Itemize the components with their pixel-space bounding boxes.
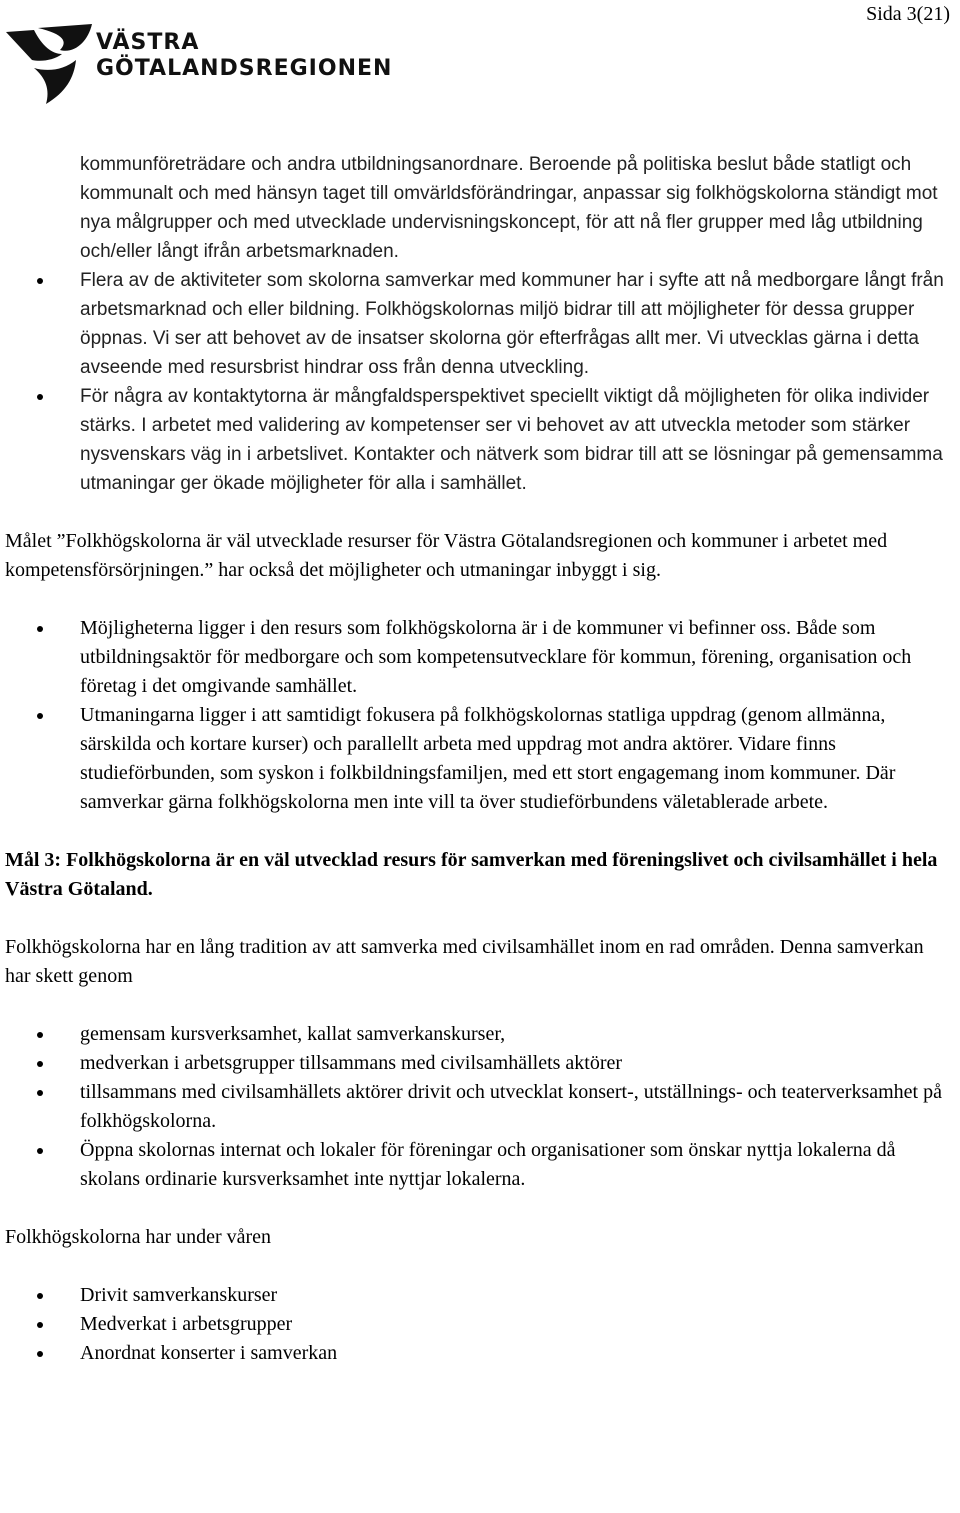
list-item bbox=[0, 1281, 950, 1310]
section-heading-goal-3: Mål 3: Folkhögskolorna är en väl utvecklad resurs för samverkan med föreningslivet och civilsamhället i hela Västra Götaland. bbox=[5, 849, 938, 900]
goal-paragraph: Målet ”Folkhögskolorna är väl utvecklade resurser för Västra Götalandsregionen och kommuner i arbetet med kompetensförsörjningen.” har också det möjligheter och utmaningar inbyggt i sig. bbox=[5, 530, 888, 581]
spring-paragraph: Folkhögskolorna har under våren bbox=[5, 1226, 272, 1248]
list-item bbox=[0, 1136, 950, 1194]
list-item bbox=[0, 1310, 950, 1339]
list-item-text: För några av kontaktytorna är mångfaldsperspektivet speciellt viktigt då möjligheten för olika individer stärks. I arbetet med validering av kompetenser ser vi behovet av att utveckla metoder som stärker nysvenskars väg in i arbetslivet. Kontakter och nätverk som bidrar till att se lösningar på gemensamma utmaningar ger ökade möjligheter för alla i samhället. bbox=[80, 386, 943, 494]
page-number: Sida 3(21) bbox=[866, 3, 950, 25]
list-item bbox=[0, 1078, 950, 1136]
bullet-list-4 bbox=[0, 1281, 960, 1368]
list-item bbox=[0, 382, 950, 498]
list-item bbox=[0, 266, 950, 382]
bullet-icon bbox=[37, 626, 43, 632]
continued-paragraph: kommunföreträdare och andra utbildningsanordnare. Beroende på politiska beslut både statligt och kommunalt och med hänsyn taget till omvärldsförändringar, anpassar sig folkhögskolorna ständigt mot nya målgrupper och med utvecklade undervisningskoncept, för att nå fler grupper med låg utbildning och/eller långt ifrån arbetsmarknaden. bbox=[80, 154, 938, 262]
list-item bbox=[0, 614, 950, 701]
bullet-list-3 bbox=[0, 1020, 960, 1194]
bullet-icon bbox=[37, 1293, 43, 1299]
list-item bbox=[0, 1339, 950, 1368]
document-body bbox=[0, 150, 960, 1368]
region-logo-emblem-icon bbox=[4, 20, 94, 110]
list-item-text: Flera av de aktiviteter som skolorna samverkar med kommuner har i syfte att nå medborgare långt från arbetsmarknad och eller bildning. Folkhögskolornas miljö bidrar till att möjligheter för dessa grupper öppnas. Vi ser att behovet av de insatser skolorna gör efterfrågas allt mer. Vi utvecklas gärna i detta avseende med resursbrist hindrar oss från denna utveckling. bbox=[80, 270, 944, 378]
bullet-icon bbox=[37, 394, 43, 400]
bullet-icon bbox=[37, 713, 43, 719]
bullet-list-2 bbox=[0, 614, 960, 817]
list-item bbox=[0, 701, 950, 817]
list-item-text: Anordnat konserter i samverkan bbox=[80, 1342, 338, 1364]
list-item-text: Möjligheterna ligger i den resurs som folkhögskolorna är i de kommuner vi befinner oss. Både som utbildningsaktör för medborgare och som kompetensutvecklare för kommun, förening, organisation och företag i det omgivande samhället. bbox=[80, 617, 912, 697]
region-logo bbox=[4, 20, 394, 110]
logo-line-1: VÄSTRA bbox=[96, 30, 200, 55]
bullet-icon bbox=[37, 1351, 43, 1357]
list-item-text: medverkan i arbetsgrupper tillsammans med civilsamhällets aktörer bbox=[80, 1052, 623, 1074]
list-item-text: Öppna skolornas internat och lokaler för föreningar och organisationer som önskar nyttja lokalerna då skolans ordinarie kursverksamhet inte nyttjar lokalerna. bbox=[80, 1139, 896, 1190]
bullet-icon bbox=[37, 1322, 43, 1328]
bullet-icon bbox=[37, 278, 43, 284]
logo-line-2: GÖTALANDSREGIONEN bbox=[96, 56, 393, 81]
bullet-icon bbox=[37, 1148, 43, 1154]
list-item bbox=[0, 1020, 950, 1049]
list-item-text: Utmaningarna ligger i att samtidigt fokusera på folkhögskolornas statliga uppdrag (genom allmänna, särskilda och kortare kurser) och parallellt arbeta med uppdrag mot andra aktörer. Vidare finns studieförbunden, som syskon i folkbildningsfamiljen, med ett stort engagemang inom kommuner. Där samverkar gärna folkhögskolorna men inte vill ta över studieförbundens väletablerade arbete. bbox=[80, 704, 896, 813]
region-logo-text bbox=[96, 30, 392, 82]
bullet-icon bbox=[37, 1061, 43, 1067]
list-item-text: gemensam kursverksamhet, kallat samverkanskurser, bbox=[80, 1023, 506, 1045]
list-item bbox=[0, 1049, 950, 1078]
tradition-paragraph: Folkhögskolorna har en lång tradition av att samverka med civilsamhället inom en rad områden. Denna samverkan har skett genom bbox=[5, 936, 924, 987]
list-item-text: Medverkat i arbetsgrupper bbox=[80, 1313, 293, 1335]
bullet-icon bbox=[37, 1032, 43, 1038]
bullet-list-1 bbox=[0, 266, 960, 498]
list-item-text: tillsammans med civilsamhällets aktörer drivit och utvecklat konsert-, utställnings- och teaterverksamhet på folkhögskolorna. bbox=[80, 1081, 942, 1132]
list-item-text: Drivit samverkanskurser bbox=[80, 1284, 278, 1306]
bullet-icon bbox=[37, 1090, 43, 1096]
